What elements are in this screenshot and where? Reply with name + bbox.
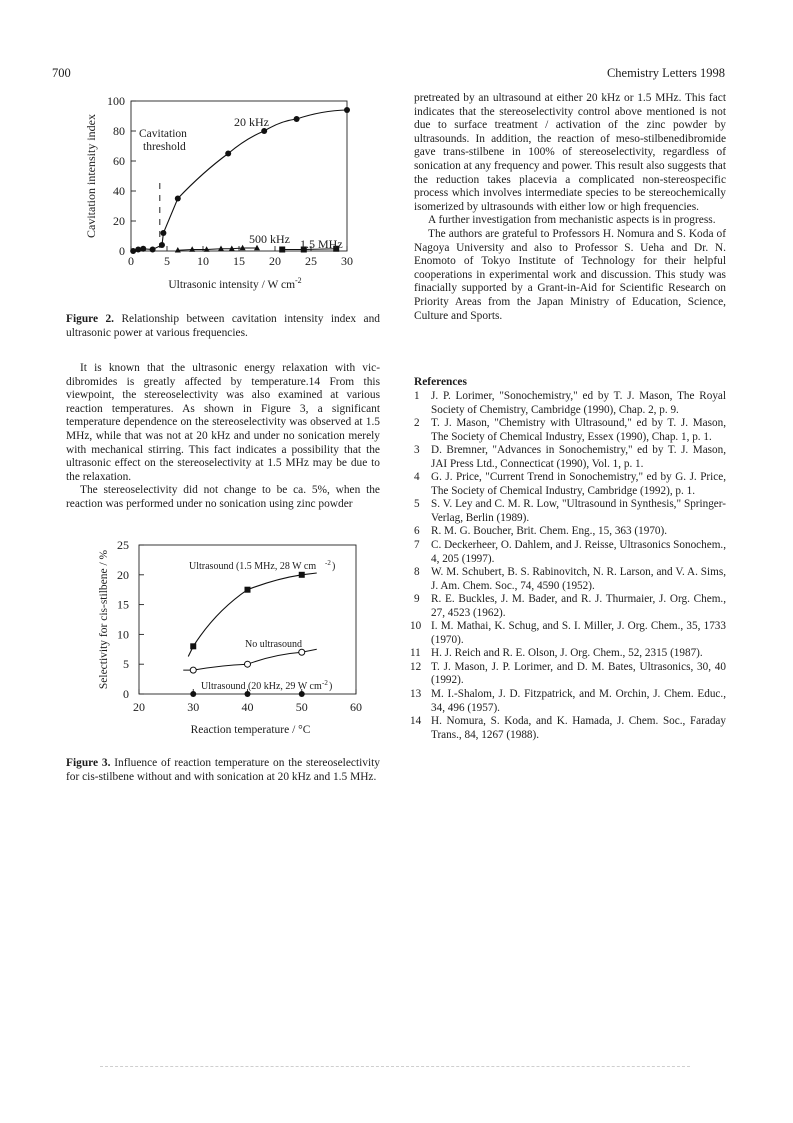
series-20khz-point: [135, 247, 141, 253]
x-tick-label: 5: [164, 254, 170, 268]
reference-number: 4: [414, 471, 420, 484]
series-20khz-point: [294, 116, 300, 122]
x-tick-label: 30: [187, 700, 200, 714]
reference-number: 9: [414, 593, 420, 606]
x-tick-label: 20: [133, 700, 145, 714]
y-axis-label: Cavitation intensity index: [84, 114, 98, 238]
series-1-5mhz-label-exponent: -2: [325, 559, 331, 567]
reference-item: [414, 525, 726, 539]
left-paragraph-2: The stereoselectivity did not change to be ca. 5%, when the reaction was performed under no sonication using zinc powder: [66, 484, 380, 510]
x-tick-label: 50: [295, 700, 308, 714]
series-20khz-point: [175, 196, 181, 202]
threshold-annotation-line-2: threshold: [143, 141, 186, 153]
reference-number: 5: [414, 498, 420, 511]
series-1-5mhz-label: 1.5 MHz: [300, 237, 343, 251]
y-tick-label: 80: [113, 124, 125, 138]
reference-item: [414, 471, 726, 498]
reference-item: [410, 647, 726, 661]
reference-number: 14: [410, 715, 422, 728]
figure-3-caption: [66, 757, 380, 784]
reference-item: [414, 498, 726, 525]
x-axis-label: Ultrasonic intensity / W $cm^{-2}$: [168, 276, 302, 291]
series-no-ultrasound-label: No ultrasound: [245, 639, 302, 650]
right-column-text: [414, 92, 726, 323]
y-tick-label: 40: [113, 184, 125, 198]
figure-3-caption-label: Figure 3.: [66, 757, 111, 769]
series-no-ultrasound-point: [245, 661, 251, 667]
page-bottom-rule: [100, 1066, 690, 1067]
reference-text: M. I.-Shalom, J. D. Fitzpatrick, and M. Orchin, J. Chem. Educ., 34, 496 (1957).: [431, 688, 726, 714]
x-tick-label: 40: [241, 700, 254, 714]
y-tick-label: 0: [123, 687, 129, 701]
journal-name: Chemistry Letters 1998: [606, 66, 725, 80]
reference-text: T. J. Mason, "Chemistry with Ultrasound," ed by T. J. Mason, The Society of Chemical Industry, Essex (1990), Chap. 1, p. 1.: [431, 417, 726, 443]
figure-2-chart: [60, 90, 390, 300]
y-tick-label: 10: [117, 627, 129, 642]
reference-text: W. M. Schubert, B. S. Rabinovitch, N. R. Larson, and V. A. Sims, J. Am. Chem. Soc., 74, 4590 (1952).: [431, 566, 726, 592]
series-20khz-point: [225, 151, 231, 157]
reference-number: 3: [414, 444, 420, 457]
y-tick-label: 60: [113, 154, 125, 168]
left-paragraph-1: It is known that the ultrasonic energy relaxation with vic-dibromides is greatly affected by temperature.14 From this viewpoint, the stereoselectivity was also examined at various reaction temperatures. As shown in Figure 3, a significant temperature dependence on the stereoselectivity was observed at 1.5 MHz, while that was not at 20 kHz and under no sonication merely with mechanical stirring. This fact indicates a possibility that the ultrasonic effect on the stereoselectivity at 1.5 MHz may be due to the relaxation.: [66, 362, 380, 483]
y-tick-label: 25: [117, 538, 129, 552]
reference-item: [410, 715, 726, 742]
series-no-ultrasound-point: [299, 649, 305, 655]
series-20khz-point: [140, 246, 146, 252]
x-tick-label: 15: [233, 254, 245, 268]
x-axis-label: Reaction temperature / °C: [190, 724, 311, 736]
y-tick-label: 20: [113, 214, 125, 228]
x-tick-label: 10: [197, 254, 209, 268]
reference-number: 10: [410, 620, 422, 633]
series-1-5mhz-point: [245, 587, 251, 593]
series-20khz-label-exponent: -2: [322, 679, 328, 687]
right-paragraph-2: A further investigation from mechanistic aspects is in progress.: [428, 214, 716, 227]
x-tick-label: 25: [305, 254, 317, 268]
series-1-5mhz-point: [299, 572, 305, 578]
y-tick-label: 15: [117, 597, 129, 612]
reference-item: [410, 660, 726, 688]
series-1-5mhz-point: [190, 643, 196, 649]
y-tick-label: 0: [119, 244, 125, 258]
reference-text: R. M. G. Boucher, Brit. Chem. Eng., 15, 363 (1970).: [431, 525, 668, 538]
reference-item: [410, 620, 726, 647]
x-tick-label: 30: [341, 254, 353, 268]
series-1-5mhz-label: Ultrasound (1.5 MHz, 28 W cm: [189, 561, 317, 572]
reference-text: S. V. Ley and C. M. R. Low, "Ultrasound in Synthesis," Springer-Verlag, Berlin (1989).: [431, 498, 726, 524]
reference-number: 12: [410, 660, 422, 673]
reference-item: [414, 539, 726, 566]
right-paragraph-1: pretreated by an ultrasound at either 20 kHz or 1.5 MHz. This fact indicates that the stereoselectivity control above mentioned is not due to surface treatment / activation of the zinc powder by ultrasounds. In addition, the reaction of meso-stilbenedibromide gave trans-stilbene in 100% of stereoselectivity, regardless of sonication at any frequency and power. This result also suggests that the reduction takes placevia a complicated non-stereospecific process which involves intermediate species to be stereochemically isomerized by ultrasounds with either low or high frequencies.: [414, 92, 727, 213]
series-20khz-point: [150, 247, 156, 253]
reference-item: [414, 390, 726, 417]
figure-2-caption: [66, 313, 380, 340]
figure-2-caption-text: Relationship between cavitation intensity index and ultrasonic power at various frequencies.: [66, 313, 380, 339]
y-tick-label: 20: [117, 567, 129, 582]
reference-text: H. J. Reich and R. E. Olson, J. Org. Chem., 52, 2315 (1987).: [431, 647, 703, 660]
reference-number: 7: [414, 539, 420, 552]
figure-2-caption-label: Figure 2.: [66, 313, 115, 325]
x-axis-label-exponent: -2: [295, 276, 302, 285]
series-20khz-point: [190, 691, 196, 697]
reference-number: 2: [414, 417, 420, 430]
reference-text: J. P. Lorimer, "Sonochemistry," ed by T. J. Mason, The Royal Society of Chemistry, Cambridge (1990), Chap. 2, p. 9.: [431, 390, 726, 416]
reference-number: 13: [410, 688, 422, 701]
x-tick-label: 0: [128, 254, 134, 268]
series-500khz-point: [218, 246, 224, 251]
reference-item: [414, 566, 726, 593]
reference-number: 1: [414, 390, 420, 402]
y-tick-label: 100: [107, 94, 125, 108]
series-20khz-label: 20 kHz: [234, 115, 269, 129]
threshold-annotation-line-1: Cavitation: [139, 128, 187, 140]
series-1-5mhz-label-close: ): [332, 561, 336, 572]
reference-item: [414, 593, 726, 620]
reference-text: H. Nomura, S. Koda, and K. Hamada, J. Chem. Soc., Faraday Trans., 84, 1267 (1988).: [431, 715, 726, 741]
series-1-5mhz-point: [279, 247, 285, 253]
series-20khz-point: [159, 242, 165, 248]
references-list: [410, 390, 726, 742]
figure-3-chart: [80, 535, 380, 740]
references-heading: References: [414, 376, 467, 388]
series-20khz-label-close: ): [329, 681, 333, 692]
reference-text: C. Deckerheer, O. Dahlem, and J. Reisse, Ultrasonics Sonochem., 4, 205 (1997).: [431, 539, 726, 565]
reference-number: 6: [414, 525, 420, 538]
reference-number: 8: [414, 566, 420, 579]
reference-text: G. J. Price, "Current Trend in Sonochemistry," ed by G. J. Price, The Society of Chemical Industry, Cambridge (1992), p. 1.: [431, 471, 726, 497]
y-axis-label: Selectivity for cis-stilbene / %: [98, 549, 110, 690]
series-500khz-label: 500 kHz: [249, 232, 290, 246]
reference-number: 11: [410, 647, 421, 660]
left-column-text: [66, 362, 380, 512]
series-no-ultrasound-line: [183, 649, 317, 670]
reference-text: R. E. Buckles, J. M. Bader, and R. J. Thurmaier, J. Org. Chem., 27, 4523 (1962).: [431, 593, 726, 619]
series-20khz-point: [130, 248, 136, 254]
page-number: 700: [52, 66, 71, 80]
x-tick-label: 20: [269, 254, 281, 268]
reference-text: I. M. Mathai, K. Schug, and S. I. Miller, J. Org. Chem., 35, 1733 (1970).: [431, 620, 726, 646]
reference-text: D. Bremner, "Advances in Sonochemistry," ed by T. J. Mason, JAI Press Ltd., Connecticat (1990), Vol. 1, p. 1.: [431, 444, 726, 470]
reference-text: T. J. Mason, J. P. Lorimer, and D. M. Bates, Ultrasonics, 30, 40 (1992).: [431, 660, 726, 687]
x-tick-label: 60: [350, 700, 362, 714]
series-20khz-point: [160, 230, 166, 236]
series-no-ultrasound-point: [190, 667, 196, 673]
reference-item: [414, 444, 726, 471]
reference-item: [410, 688, 726, 715]
right-paragraph-3: The authors are grateful to Professors H. Nomura and S. Koda of Nagoya University and also to Professor S. Ueha and Dr. N. Enomoto of Tokyo Institute of Technology for their helpful cooperations in experimental work and discussion. This study was finacially supported by a Grant-in-Aid for Scientific Research on Priority Areas from the Japan Ministry of Education, Science, Culture and Sports.: [414, 227, 726, 322]
series-20khz-point: [344, 107, 350, 113]
figure-3-caption-text: Influence of reaction temperature on the stereoselectivity for cis-stilbene without and with sonication at 20 kHz and 1.5 MHz.: [66, 757, 380, 783]
reference-item: [414, 417, 726, 444]
y-tick-label: 5: [123, 657, 129, 672]
series-20khz-label: Ultrasound (20 kHz, 29 W cm: [201, 681, 322, 692]
